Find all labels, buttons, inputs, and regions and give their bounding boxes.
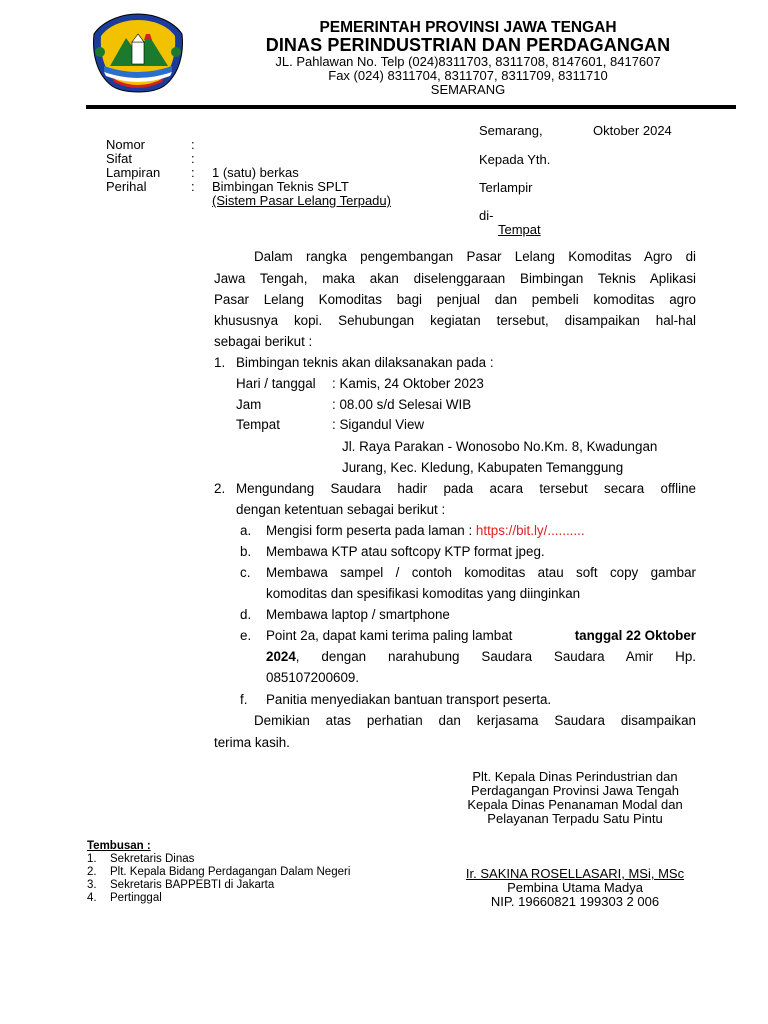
sub-d-text: Membawa laptop / smartphone bbox=[266, 607, 450, 622]
sub-b-text: Membawa KTP atau softcopy KTP format jpeg. bbox=[266, 544, 545, 559]
lampiran-value: 1 (satu) berkas bbox=[212, 165, 299, 180]
sub-f-text: Panitia menyediakan bantuan transport peserta. bbox=[266, 692, 552, 707]
sub-a-letter: a. bbox=[240, 523, 252, 538]
signature-title-2: Perdagangan Provinsi Jawa Tengah bbox=[471, 783, 679, 798]
recipient-di: di- bbox=[479, 208, 494, 223]
para1-line-4: khususnya kopi. Sehubungan kegiatan tersebut, disampaikan hal-hal bbox=[214, 313, 696, 328]
sub-a-label: Mengisi form peserta pada laman : bbox=[266, 523, 473, 538]
tembusan-item-3: Sekretaris BAPPEBTI di Jakarta bbox=[110, 879, 275, 891]
sub-f-letter: f. bbox=[240, 692, 248, 707]
tembusan-num-2: 2. bbox=[87, 866, 97, 878]
province-emblem-logo bbox=[90, 12, 186, 96]
sub-e-line-1 bbox=[266, 628, 696, 643]
item2-line-2: dengan ketentuan sebagai berikut : bbox=[236, 502, 446, 517]
label-perihal: Perihal bbox=[106, 179, 147, 194]
header-address: JL. Pahlawan No. Telp (024)8311703, 8311708, 8147601, 8417607 bbox=[275, 54, 661, 69]
signatory-name: Ir. SAKINA ROSELLASARI, MSi, MSc bbox=[465, 866, 685, 881]
jam-value: : 08.00 s/d Selesai WIB bbox=[332, 397, 472, 412]
label-nomor: Nomor bbox=[106, 137, 146, 152]
tembusan-num-1: 1. bbox=[87, 853, 97, 865]
letter-city: Semarang, bbox=[479, 123, 543, 138]
perihal-subtitle: (Sistem Pasar Lelang Terpadu) bbox=[212, 193, 391, 208]
hari-label: Hari / tanggal bbox=[236, 376, 316, 391]
item2-number: 2. bbox=[214, 481, 226, 496]
para1-line-2: Jawa Tengah, maka akan diselenggaraan Bimbingan Teknis Aplikasi bbox=[214, 271, 696, 286]
label-sifat: Sifat bbox=[106, 151, 133, 166]
colon-lampiran: : bbox=[191, 165, 195, 180]
tembusan-title: Tembusan : bbox=[87, 840, 151, 852]
sub-c-line-2: komoditas dan spesifikasi komoditas yang diinginkan bbox=[266, 586, 581, 601]
tempat-value: : Sigandul View bbox=[332, 417, 425, 432]
sub-e-deadline: tanggal 22 Oktober bbox=[574, 628, 696, 643]
sub-a-text bbox=[266, 523, 585, 538]
closing-line-2: terima kasih. bbox=[214, 735, 290, 750]
label-lampiran: Lampiran bbox=[106, 165, 161, 180]
signature-title-3: Kepala Dinas Penanaman Modal dan bbox=[467, 797, 683, 812]
sub-b-letter: b. bbox=[240, 544, 252, 559]
tembusan-item-4: Pertinggal bbox=[110, 892, 162, 904]
recipient-kepada: Kepada Yth. bbox=[479, 152, 551, 167]
signature-title-4: Pelayanan Terpadu Satu Pintu bbox=[487, 811, 663, 826]
header-government: PEMERINTAH PROVINSI JAWA TENGAH bbox=[319, 19, 617, 36]
tempat-label: Tempat bbox=[236, 417, 280, 432]
tembusan-num-3: 3. bbox=[87, 879, 97, 891]
sub-c-line-1: Membawa sampel / contoh komoditas atau soft copy gambar bbox=[266, 565, 696, 580]
para1-line-1: Dalam rangka pengembangan Pasar Lelang Komoditas Agro di bbox=[254, 249, 696, 264]
signatory-nip: NIP. 19660821 199303 2 006 bbox=[490, 894, 660, 909]
para1-line-3: Pasar Lelang Komoditas bagi penjual dan pembeli komoditas agro bbox=[214, 292, 696, 307]
colon-nomor: : bbox=[191, 137, 195, 152]
sub-d-letter: d. bbox=[240, 607, 252, 622]
header-agency: DINAS PERINDUSTRIAN DAN PERDAGANGAN bbox=[265, 35, 671, 55]
colon-perihal: : bbox=[191, 179, 195, 194]
alamat-line-1: Jl. Raya Parakan - Wonosobo No.Km. 8, Kwadungan bbox=[342, 439, 658, 454]
perihal-value: Bimbingan Teknis SPLT bbox=[212, 179, 349, 194]
closing-line-1: Demikian atas perhatian dan kerjasama Saudara disampaikan bbox=[254, 713, 696, 728]
sub-e-line-3: 085107200609. bbox=[266, 670, 360, 685]
header-city: SEMARANG bbox=[430, 82, 506, 97]
recipient-tempat: Tempat bbox=[498, 222, 541, 237]
jam-label: Jam bbox=[236, 397, 262, 412]
tembusan-item-1: Sekretaris Dinas bbox=[110, 853, 195, 865]
header-divider bbox=[86, 105, 736, 109]
sub-e-line-2 bbox=[266, 649, 696, 664]
sub-e-contact: , dengan narahubung Saudara Saudara Amir Hp. bbox=[295, 649, 696, 664]
signatory-rank: Pembina Utama Madya bbox=[507, 880, 643, 895]
alamat-line-2: Jurang, Kec. Kledung, Kabupaten Temanggung bbox=[342, 460, 624, 475]
hari-value: : Kamis, 24 Oktober 2023 bbox=[332, 376, 484, 391]
letter-date: Oktober 2024 bbox=[593, 123, 672, 138]
sub-c-letter: c. bbox=[240, 565, 251, 580]
sub-e-letter: e. bbox=[240, 628, 252, 643]
colon-sifat: : bbox=[191, 151, 195, 166]
sub-e-line-1a: Point 2a, dapat kami terima paling lambat bbox=[266, 628, 513, 643]
header-fax: Fax (024) 8311704, 8311707, 8311709, 8311710 bbox=[328, 68, 608, 83]
form-link[interactable]: https://bit.ly/.......... bbox=[475, 523, 585, 538]
para1-line-5: sebagai berikut : bbox=[214, 334, 313, 349]
item1-text: Bimbingan teknis akan dilaksanakan pada : bbox=[236, 355, 494, 370]
sub-e-year: 2024 bbox=[266, 649, 296, 664]
signature-title-1: Plt. Kepala Dinas Perindustrian dan bbox=[472, 769, 678, 784]
recipient-terlampir: Terlampir bbox=[479, 180, 533, 195]
item1-number: 1. bbox=[214, 355, 226, 370]
tembusan-num-4: 4. bbox=[87, 892, 97, 904]
item2-line-1: Mengundang Saudara hadir pada acara tersebut secara offline bbox=[236, 481, 696, 496]
tembusan-item-2: Plt. Kepala Bidang Perdagangan Dalam Negeri bbox=[110, 866, 351, 878]
